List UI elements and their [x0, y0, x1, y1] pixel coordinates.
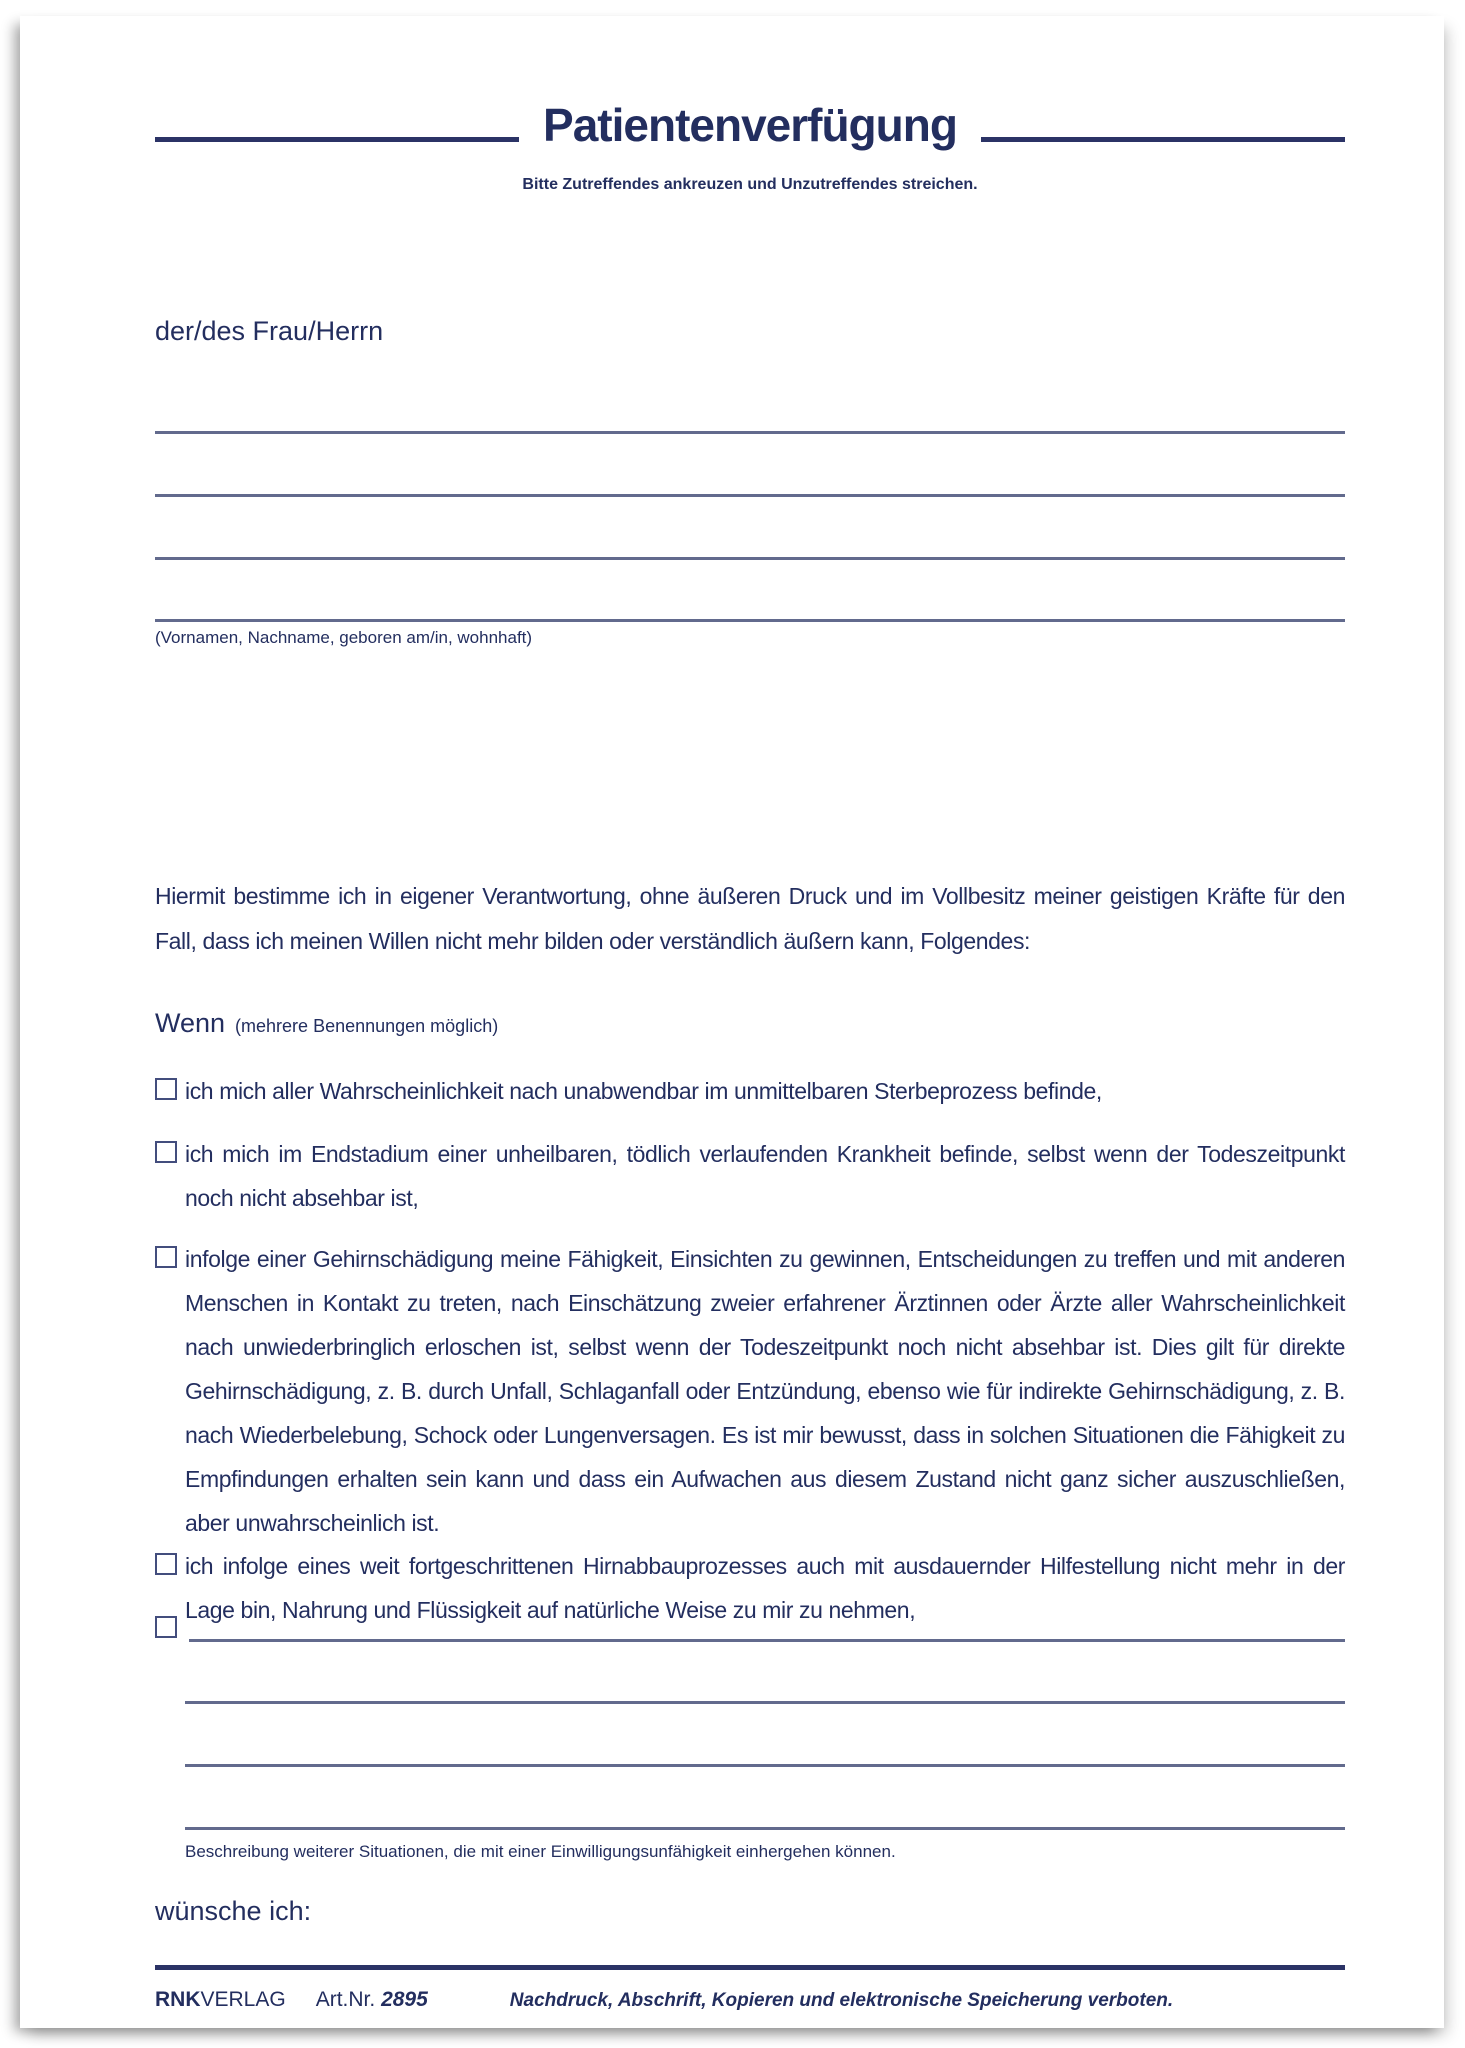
footer: [155, 1988, 1345, 2012]
condition-5-checkbox[interactable]: [155, 1616, 177, 1638]
wish-label: wünsche ich:: [155, 1896, 312, 1926]
name-write-line-3[interactable]: [155, 557, 1345, 560]
condition-item-5-custom: [155, 1616, 1345, 1642]
condition-item-3: [155, 1237, 1345, 1545]
custom-situation-write-line-2[interactable]: [185, 1701, 1345, 1704]
patientenverfuegung-form: [20, 16, 1444, 2028]
article-number-label: Art.Nr.: [315, 1988, 376, 2011]
form-title-row: [155, 100, 1345, 151]
name-write-line-1[interactable]: [155, 431, 1345, 434]
publisher-name-bold: RNK: [155, 1988, 201, 2011]
copyright-notice: Nachdruck, Abschrift, Kopieren und elektronische Speicherung verboten.: [509, 1990, 1174, 2011]
custom-situation-write-line-1[interactable]: [189, 1639, 1345, 1642]
condition-2-checkbox[interactable]: [155, 1141, 177, 1163]
custom-situation-write-line-3[interactable]: [185, 1764, 1345, 1767]
condition-header-word: Wenn: [155, 1008, 226, 1038]
condition-header-note: (mehrere Benennungen möglich): [235, 1016, 499, 1036]
title-decor-line-right: [981, 137, 1345, 142]
publisher-name-rest: VERLAG: [200, 1988, 286, 2011]
name-write-line-2[interactable]: [155, 494, 1345, 497]
article-number-value: 2895: [381, 1988, 428, 2011]
condition-4-checkbox[interactable]: [155, 1553, 177, 1575]
form-title: Patientenverfügung: [543, 99, 957, 151]
publisher-name: [155, 1988, 286, 2012]
condition-1-text: ich mich aller Wahrscheinlichkeit nach unabwendbar im unmittelbaren Sterbeprozess befinde,: [185, 1078, 1102, 1104]
condition-1-checkbox[interactable]: [155, 1078, 177, 1100]
footer-separator-line: [155, 1965, 1345, 1970]
condition-3-text: infolge einer Gehirnschädigung meine Fähigkeit, Einsichten zu gewinnen, Entscheidungen zu treffen und mit anderen Menschen in Kontakt zu treten, nach Einschätzung zweier erfahrener Ärztinnen oder Ärzte aller Wahrscheinlichkeit nach unwiederbringlich erloschen ist, selbst wenn der Todeszeitpunkt noch nicht absehbar ist. Dies gilt für direkte Gehirnschädigung, z. B. durch Unfall, Schlaganfall oder Entzündung, ebenso wie für indirekte Gehirnschädigung, z. B. nach Wiederbelebung, Schock oder Lungenversagen. Es ist mir bewusst, dass in solchen Situationen die Fähigkeit zu Empfindungen erhalten sein kann und dass ein Aufwachen aus diesem Zustand nicht ganz sicher auszuschließen, aber unwahrscheinlich ist.: [185, 1246, 1345, 1536]
condition-3-checkbox[interactable]: [155, 1246, 177, 1268]
article-number: [316, 1988, 428, 2012]
condition-section-header: [155, 1008, 498, 1039]
intro-paragraph: Hiermit bestimme ich in eigener Verantwortung, ohne äußeren Druck und im Vollbesitz meiner geistigen Kräfte für den Fall, dass ich meinen Willen nicht mehr bilden oder verständlich äußern kann, Folgendes:: [155, 883, 1345, 954]
custom-situations-caption: Beschreibung weiterer Situationen, die mit einer Einwilligungsunfähigkeit einhergehen können.: [185, 1842, 896, 1861]
condition-2-text: ich mich im Endstadium einer unheilbaren, tödlich verlaufenden Krankheit befinde, selbst wenn der Todeszeitpunkt noch nicht absehbar ist,: [185, 1141, 1345, 1211]
condition-4-text: ich infolge eines weit fortgeschrittenen Hirnabbauprozesses auch mit ausdauernder Hilfestellung nicht mehr in der Lage bin, Nahrung und Flüssigkeit auf natürliche Weise zu mir zu nehmen,: [185, 1553, 1345, 1623]
salutation-label: der/des Frau/Herrn: [155, 316, 384, 346]
name-write-line-4[interactable]: [155, 619, 1345, 622]
custom-situation-write-line-4[interactable]: [185, 1827, 1345, 1830]
name-lines-caption: (Vornamen, Nachname, geboren am/in, wohnhaft): [155, 628, 533, 647]
title-decor-line-left: [155, 137, 519, 142]
form-instruction: Bitte Zutreffendes ankreuzen und Unzutreffendes streichen.: [522, 176, 978, 193]
condition-item-1: [155, 1069, 1345, 1113]
condition-item-2: [155, 1132, 1345, 1220]
